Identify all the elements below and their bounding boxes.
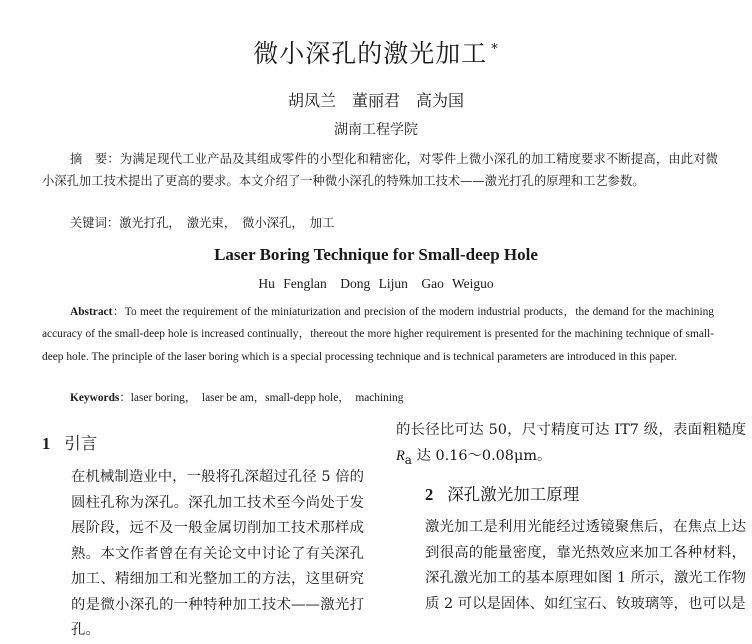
title-footnote-mark: * bbox=[491, 41, 499, 57]
authors-en: Hu Fenglan Dong Lijun Gao Weiguo bbox=[258, 276, 494, 291]
right-top-text-after: 达 0.16～0.08μm。 bbox=[411, 447, 552, 464]
abstract-cn-label: 摘 要： bbox=[70, 152, 120, 166]
section-2-heading bbox=[425, 481, 579, 505]
section-2-title: 深孔激光加工原理 bbox=[447, 485, 580, 504]
keywords-en-text: ：laser boring， laser be am，small-depp hole， machining bbox=[119, 392, 404, 404]
paper-title-en: Laser Boring Technique for Small-deep Hole bbox=[214, 245, 538, 264]
right-column-top bbox=[396, 418, 746, 473]
abstract-en bbox=[42, 301, 714, 368]
roughness-symbol: R bbox=[396, 447, 405, 464]
right-top-text-before: 的长径比可达 50，尺寸精度可达 IT7 级，表面粗糙度 bbox=[396, 422, 746, 438]
paper-title-text: 微小深孔的激光加工 bbox=[253, 39, 488, 68]
right-column-body bbox=[396, 515, 746, 617]
section-2-paragraph: 激光加工是利用光能经过透镜聚焦后，在焦点上达到很高的能量密度，靠光热效应来加工各种材料，深孔激光加工的基本原理如图 1 所示，激光工作物质 2 可以是固体、如红宝石、钕玻璃等，也可以是 bbox=[425, 519, 746, 612]
section-1-paragraph: 在机械制造业中，一般将孔深超过孔径 5 倍的圆柱孔称为深孔。深孔加工技术至今尚处于发展阶段，远不及一般金属切削加工技术那样成熟。本文作者曾在有关论文中讨论了有关深孔加工、精细加工和光整加工的方法，这里研究的是微小深孔的一种特种加工技术——激光打孔。 bbox=[71, 469, 364, 638]
keywords-en-label: Keywords bbox=[70, 392, 120, 404]
keywords-cn bbox=[70, 213, 334, 231]
keywords-en bbox=[70, 389, 403, 405]
left-column-body bbox=[42, 465, 364, 644]
keywords-cn-label: 关键词： bbox=[70, 216, 120, 230]
abstract-en-label: Abstract bbox=[70, 306, 113, 318]
paper-title bbox=[0, 34, 752, 70]
section-2-number: 2 bbox=[425, 485, 434, 504]
section-1-heading bbox=[42, 430, 97, 454]
authors-cn: 胡凤兰 董丽君 高为国 bbox=[287, 91, 464, 110]
roughness-subscript: a bbox=[404, 452, 412, 467]
abstract-cn bbox=[42, 148, 718, 192]
section-1-number: 1 bbox=[42, 434, 51, 453]
abstract-cn-text: 为满足现代工业产品及其组成零件的小型化和精密化，对零件上微小深孔的加工精度要求不断提高，由此对微小深孔加工技术提出了更高的要求。本文介绍了一种微小深孔的特殊加工技术——激光打孔的原理和工艺参数。 bbox=[42, 152, 718, 188]
keywords-cn-text: 激光打孔， 激光束， 微小深孔， 加工 bbox=[119, 216, 335, 230]
affiliation-cn: 湖南工程学院 bbox=[334, 122, 418, 138]
abstract-en-text: ：To meet the requirement of the miniaturization and precision of the modern industrial products，the demand for the machining accuracy of the small-deep hole is increased continually，thereout the more higher requirement is presented for the machining technique of small-deep hole. The principle of the laser boring which is a special processing technique and is technical parameters are introduced in this paper. bbox=[42, 306, 714, 363]
section-1-title: 引言 bbox=[64, 434, 98, 453]
